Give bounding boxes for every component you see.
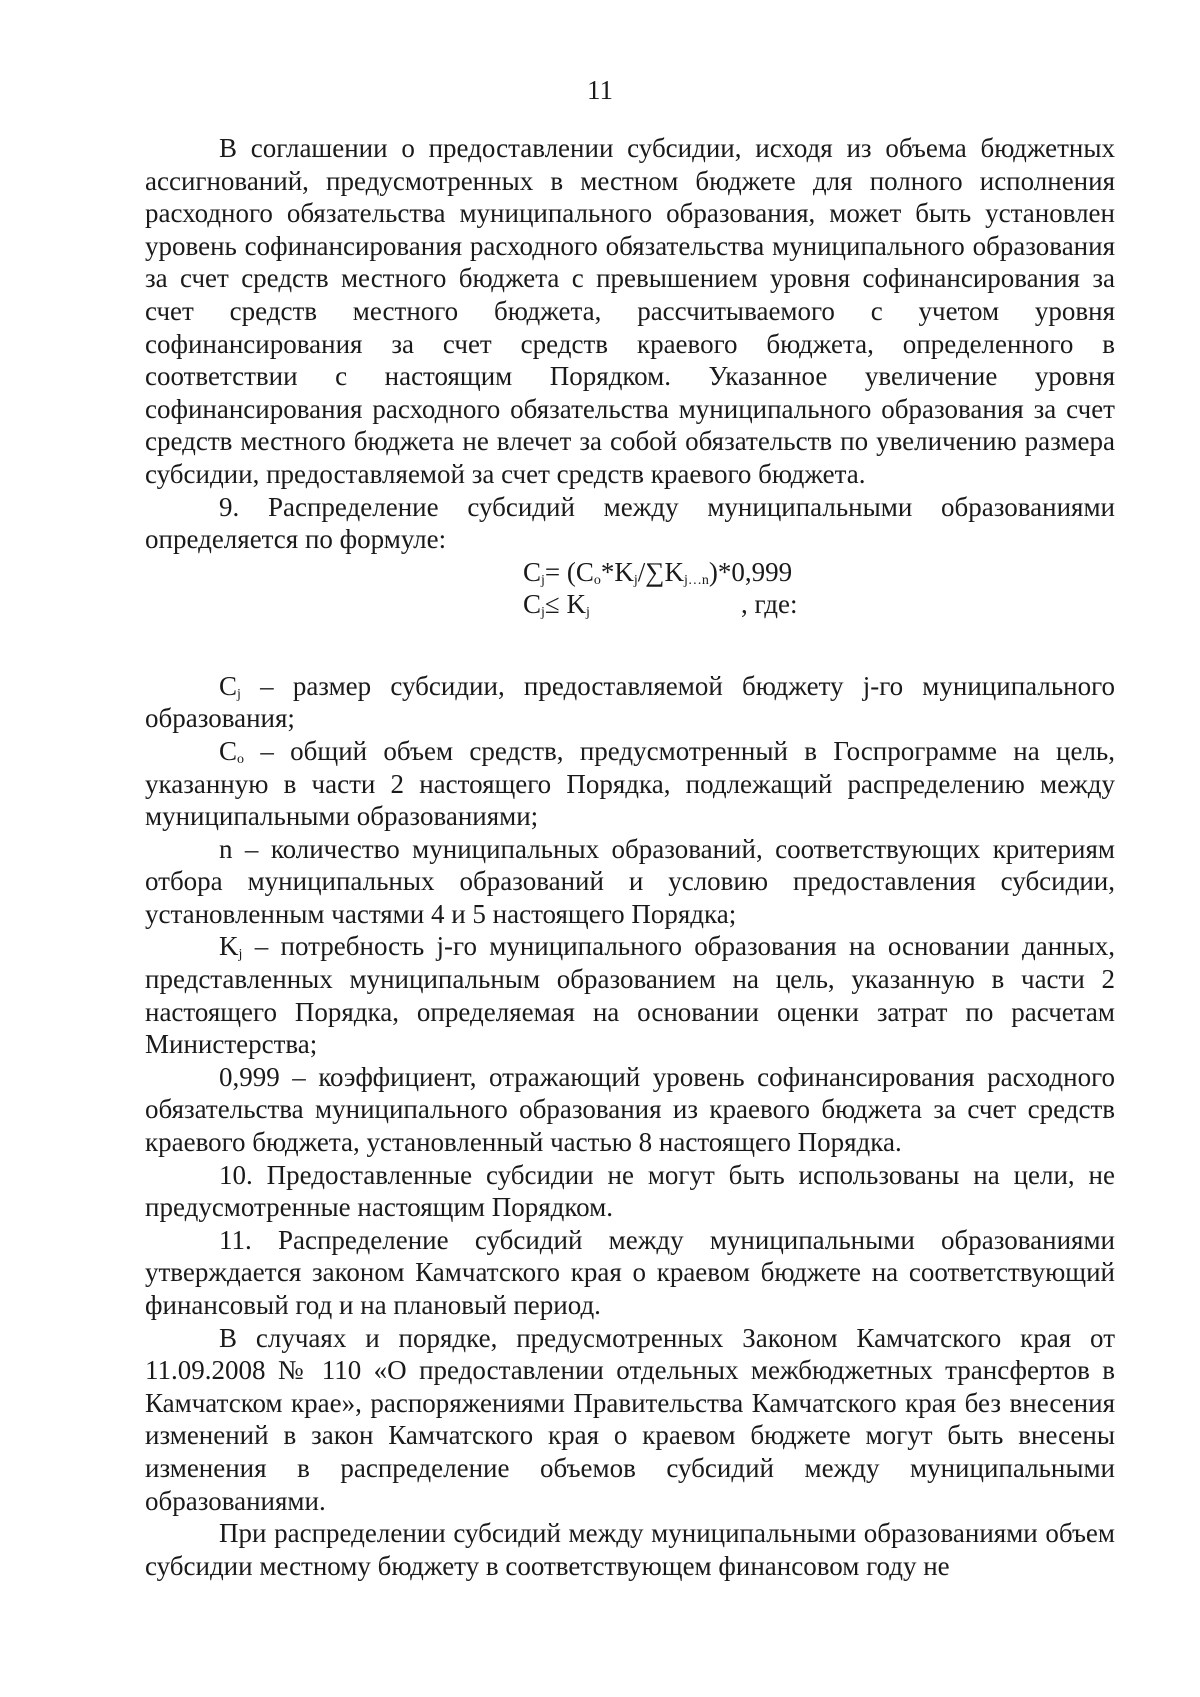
paragraph-10: 10. Предоставленные субсидии не могут быть использованы на цели, не предусмотренные настоящим Порядком. — [145, 1159, 1115, 1223]
definition-kj: $K_j$ – потребность j-го муниципального образования на основании данных, представленных муниципальным образованием на цель, указанную в части 2 настоящего Порядка, определяемая на основании оценки затрат по расчетам Министерства; — [145, 931, 1115, 1060]
definition-cj: $C_j$ – размер субсидии, предоставляемой бюджету j-го муниципального образования; — [145, 670, 1115, 734]
paragraph-cofinancing: В соглашении о предоставлении субсидии, исходя из объема бюджетных ассигнований, предусмотренных в местном бюджете для полного исполнения расходного обязательства муниципального образования, может быть установлен уровень софинансирования расходного обязательства муниципального образования за счет средств местного бюджета с превышением уровня софинансирования за счет средств местного бюджета, рассчитываемого с учетом уровня софинансирования за счет средств краевого бюджета, определенного в соответствии с настоящим Порядком. Указанное увеличение уровня софинансирования расходного обязательства муниципального образования за счет средств местного бюджета не влечет за собой обязательств по увеличению размера субсидии, предоставляемой за счет средств краевого бюджета. — [145, 133, 1115, 489]
formula-where: , где: — [741, 588, 798, 619]
paragraph-9: 9. Распределение субсидий между муниципальными образованиями определяется по формуле: — [145, 491, 1115, 555]
formula — [145, 556, 1115, 620]
paragraph-11: 11. Распределение субсидий между муниципальными образованиями утверждается законом Камчатского края о краевом бюджете на соответствующий финансовый год и на плановый период. — [145, 1224, 1115, 1320]
spacer — [145, 620, 1115, 670]
paragraph-11-cases: В случаях и порядке, предусмотренных Законом Камчатского края от 11.09.2008 № 110 «О предоставлении отдельных межбюджетных трансфертов в Камчатском крае», распоряжениями Правительства Камчатского края без внесения изменений в закон Камчатского края о краевом бюджете могут быть внесены изменения в распределение объемов субсидий между муниципальными образованиями. — [145, 1322, 1115, 1516]
document-body — [145, 132, 1115, 1582]
formula-line-2: $C_j\le K_j$ , где: — [523, 588, 798, 620]
paragraph-11-distribution: При распределении субсидий между муниципальными образованиями объем субсидии местному бюджету в соответствующем финансовом году не — [145, 1518, 1115, 1581]
formula-line-1: $C_j= (C_o*K_j/\sum K_{j\dots n})*0,999$ — [523, 556, 793, 588]
definition-coefficient: 0,999 – коэффициент, отражающий уровень софинансирования расходного обязательства муниципального образования из краевого бюджета за счет средств краевого бюджета, установленный частью 8 настоящего Порядка. — [145, 1061, 1115, 1158]
definition-n: n – количество муниципальных образований, соответствующих критериям отбора муниципальных образований и условию предоставления субсидии, установленным частями 4 и 5 настоящего Порядка; — [145, 833, 1115, 929]
definition-co: $C_o$ – общий объем средств, предусмотренный в Госпрограмме на цель, указанную в части 2 настоящего Порядка, подлежащий распределению между муниципальными образованиями; — [145, 735, 1115, 832]
page-number: 11 — [587, 75, 613, 105]
